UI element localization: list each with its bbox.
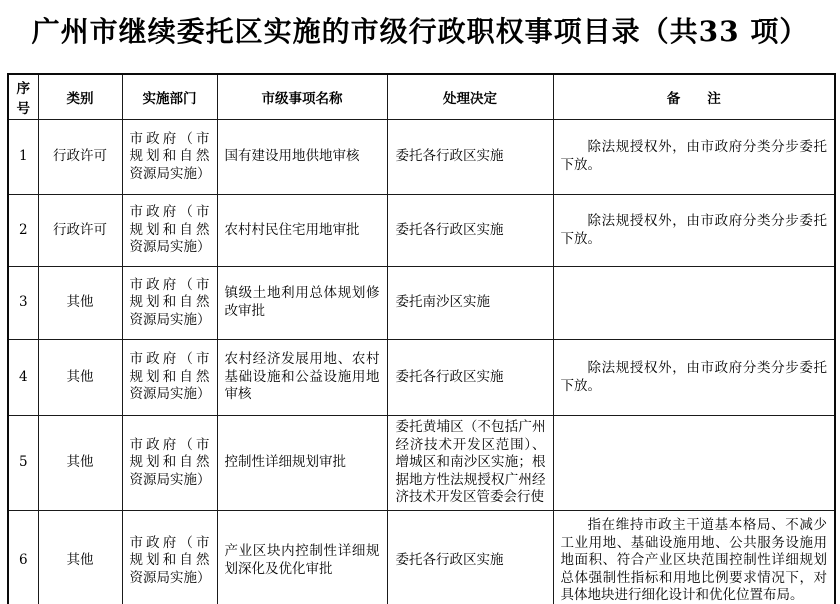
cell-category: 其他 (38, 416, 122, 511)
cell-decision: 委托黄埔区（不包括广州经济技术开发区范围）、增城区和南沙区实施；根据地方性法规授权广州经济技术开发区管委会行使 (387, 416, 553, 511)
cell-remark (553, 510, 835, 604)
table-row (8, 120, 835, 195)
cell-remark (553, 340, 835, 416)
cell-category: 其他 (38, 267, 122, 340)
cell-remark (553, 120, 835, 195)
cell-department: 市政府（市规划和自然资源局实施） (122, 416, 217, 511)
authority-items-table (7, 73, 836, 604)
cell-decision: 委托南沙区实施 (387, 267, 553, 340)
table-row (8, 267, 835, 340)
cell-department: 市政府（市规划和自然资源局实施） (122, 195, 217, 267)
cell-department: 市政府（市规划和自然资源局实施） (122, 267, 217, 340)
cell-category: 其他 (38, 340, 122, 416)
cell-serial: 1 (8, 120, 38, 195)
cell-serial: 3 (8, 267, 38, 340)
cell-serial: 2 (8, 195, 38, 267)
cell-category: 行政许可 (38, 120, 122, 195)
remark-text: 指在维持市政主干道基本格局、不减少工业用地、基础设施用地、公共服务设施用地面积、符合产业区块范围控制性详细规划总体强制性指标和用地比例要求情况下，对具体地块进行细化设计和优化位置布局。 (560, 517, 827, 604)
cell-category: 其他 (38, 510, 122, 604)
cell-remark (553, 195, 835, 267)
cell-department: 市政府（市规划和自然资源局实施） (122, 340, 217, 416)
cell-decision: 委托各行政区实施 (387, 510, 553, 604)
table-row (8, 416, 835, 511)
cell-item-name: 农村经济发展用地、农村基础设施和公益设施用地审核 (217, 340, 387, 416)
cell-department: 市政府（市规划和自然资源局实施） (122, 120, 217, 195)
cell-serial: 6 (8, 510, 38, 604)
cell-item-name: 镇级土地利用总体规划修改审批 (217, 267, 387, 340)
col-header-decision: 处理决定 (387, 74, 553, 120)
cell-department: 市政府（市规划和自然资源局实施） (122, 510, 217, 604)
cell-item-name: 农村村民住宅用地审批 (217, 195, 387, 267)
cell-decision: 委托各行政区实施 (387, 120, 553, 195)
cell-category: 行政许可 (38, 195, 122, 267)
col-header-remark: 备 注 (553, 74, 835, 120)
page-title: 广州市继续委托区实施的市级行政职权事项目录（共33 项） (31, 15, 809, 48)
col-header-serial: 序号 (8, 74, 38, 120)
cell-item-name: 国有建设用地供地审核 (217, 120, 387, 195)
cell-decision: 委托各行政区实施 (387, 195, 553, 267)
col-header-category: 类别 (38, 74, 122, 120)
header-row (8, 74, 835, 120)
col-header-department: 实施部门 (122, 74, 217, 120)
remark-text: 除法规授权外，由市政府分类分步委托下放。 (560, 139, 827, 173)
cell-remark (553, 416, 835, 511)
table-row (8, 340, 835, 416)
remark-text: 除法规授权外，由市政府分类分步委托下放。 (560, 212, 827, 247)
col-header-item-name: 市级事项名称 (217, 74, 387, 120)
cell-serial: 5 (8, 416, 38, 511)
remark-text: 除法规授权外，由市政府分类分步委托下放。 (560, 359, 827, 394)
cell-serial: 4 (8, 340, 38, 416)
cell-item-name: 控制性详细规划审批 (217, 416, 387, 511)
cell-decision: 委托各行政区实施 (387, 340, 553, 416)
cell-remark (553, 267, 835, 340)
table-row (8, 510, 835, 604)
cell-item-name: 产业区块内控制性详细规划深化及优化审批 (217, 510, 387, 604)
table-row (8, 195, 835, 267)
